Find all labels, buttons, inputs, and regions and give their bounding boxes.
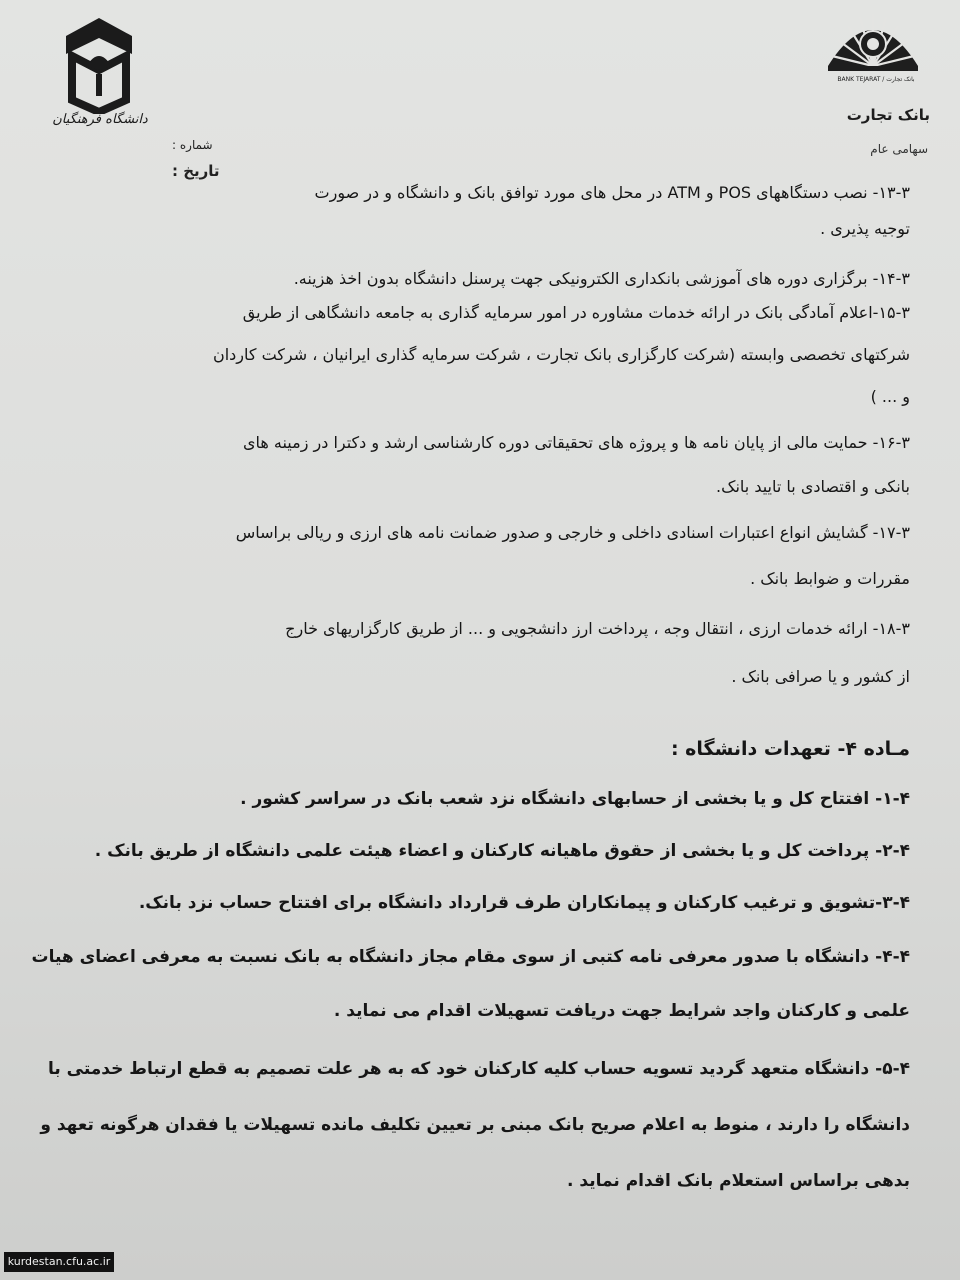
clause-4-1: ۱-۴- افتتاح کل و یا بخشی از حسابهای دانشگاه نزد شعب بانک در سراسر کشور . xyxy=(240,789,910,809)
farhangian-university-logo xyxy=(58,14,140,114)
clause-3-15-line-2: شرکتهای تخصصی وابسته (شرکت کارگزاری بانک تجارت ، شرکت سرمایه گذاری ایرانیان ، شرکت کاردان xyxy=(212,345,910,364)
clause-4-5-line-3: بدهی براساس استعلام بانک اقدام نماید . xyxy=(567,1171,910,1191)
bank-logo-caption: BANK TEJARAT / بانک تجارت xyxy=(837,76,915,83)
letter-number-label: شماره : xyxy=(172,138,213,152)
clause-3-18-line-2: از کشور و یا صرافی بانک . xyxy=(731,667,910,686)
clause-3-13-line-2: توجیه پذیری . xyxy=(820,219,910,238)
article-4-heading: مـاده ۴- تعهدات دانشگاه : xyxy=(670,738,910,760)
site-watermark: kurdestan.cfu.ac.ir xyxy=(4,1252,114,1272)
clause-3-16-line-1: ۱۶-۳- حمایت مالی از پایان نامه ها و پروژه های تحقیقاتی دوره کارشناسی ارشد و دکترا در زمینه های xyxy=(242,433,910,452)
university-logo-caption: دانشگاه فرهنگیان xyxy=(52,112,148,127)
clause-3-14-line-1: ۱۴-۳- برگزاری دوره های آموزشی بانکداری الکترونیکی جهت پرسنل دانشگاه بدون اخذ هزینه. xyxy=(293,269,910,288)
clause-3-15-line-3: و ... ) xyxy=(870,387,910,406)
clause-4-5-line-1: ۵-۴- دانشگاه متعهد گردید تسویه حساب کلیه کارکنان خود که به هر علت تصمیم به قطع ارتباط خدمتی با xyxy=(47,1059,910,1079)
letter-date-label: تاریخ : xyxy=(172,162,220,180)
bank-company-type: سهامی عام xyxy=(870,142,928,156)
clause-4-5-line-2: دانشگاه را دارند ، منوط به اعلام صریح بانک مبنی بر تعیین تکلیف مانده تسهیلات یا فقدان هرگونه تعهد و xyxy=(40,1115,910,1135)
clause-4-4-line-2: علمی و کارکنان واجد شرایط جهت دریافت تسهیلات اقدام می نماید . xyxy=(333,1001,910,1021)
bank-tejarat-logo xyxy=(818,4,928,84)
bank-name: بانک تجارت xyxy=(846,106,930,124)
clause-3-16-line-2: بانکی و اقتصادی با تایید بانک. xyxy=(716,477,910,496)
clause-4-4-line-1: ۴-۴- دانشگاه با صدور معرفی نامه کتبی از سوی مقام مجاز دانشگاه به بانک نسبت به معرفی اعضای هیات xyxy=(31,947,910,967)
clause-4-2: ۲-۴- پرداخت کل و یا بخشی از حقوق ماهیانه کارکنان و اعضاء هیئت علمی دانشگاه از طریق بانک . xyxy=(94,841,910,861)
clause-4-3: ۳-۴-تشویق و ترغیب کارکنان و پیمانکاران طرف قرارداد دانشگاه برای افتتاح حساب نزد بانک. xyxy=(138,893,910,913)
clause-3-17-line-1: ۱۷-۳- گشایش انواع اعتبارات اسنادی داخلی و خارجی و صدور ضمانت نامه های ارزی و ریالی براساس xyxy=(235,523,910,542)
clause-3-15-line-1: ۱۵-۳-اعلام آمادگی بانک در ارائه خدمات مشاوره در امور سرمایه گذاری به جامعه دانشگاهی از طریق xyxy=(242,303,910,322)
clause-3-17-line-2: مقررات و ضوابط بانک . xyxy=(750,569,910,588)
clause-3-13-line-1: ۱۳-۳- نصب دستگاههای POS و ATM در محل های مورد توافق بانک و دانشگاه و در صورت xyxy=(314,183,910,202)
clause-3-18-line-1: ۱۸-۳- ارائه خدمات ارزی ، انتقال وجه ، پرداخت ارز دانشجویی و ... از طریق کارگزاریهای خارج xyxy=(285,619,910,638)
